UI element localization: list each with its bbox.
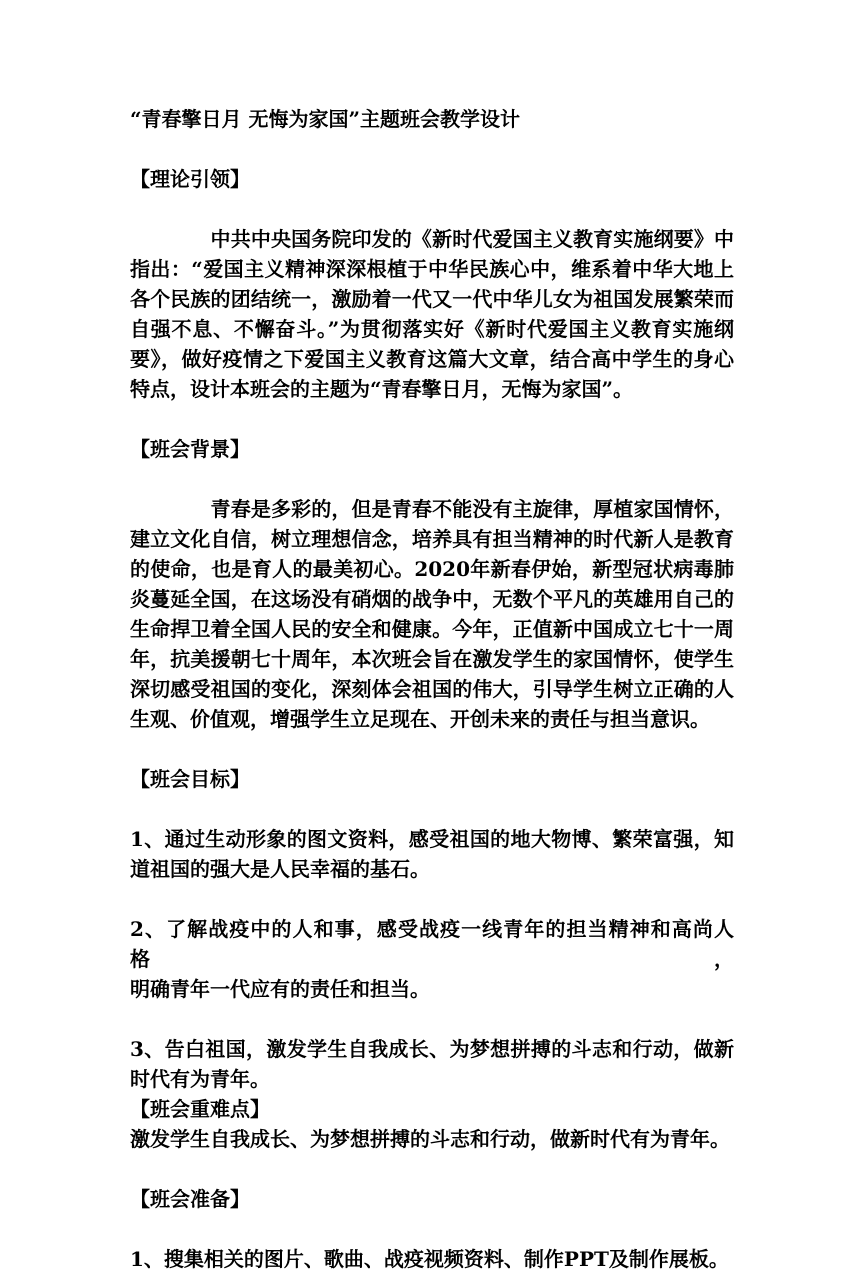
heading-background: 【班会背景】	[130, 437, 250, 461]
preparation-item-1: 1、搜集相关的图片、歌曲、战疫视频资料、制作PPT及制作展板。	[130, 1247, 729, 1271]
goal-line: 1、通过生动形象的图文资料，感受祖国的地大物博、繁荣富强，知	[130, 827, 734, 851]
goal-line: 2、了解战疫中的人和事，感受战疫一线青年的担当精神和高尚人格，	[130, 917, 734, 971]
theory-line: 中共中央国务院印发的《新时代爱国主义教育实施纲要》中	[130, 227, 734, 251]
background-line: 的使命，也是育人的最美初心。2020年新春伊始，新型冠状病毒肺	[130, 557, 734, 581]
goal-line: 3、告白祖国，激发学生自我成长、为梦想拼搏的斗志和行动，做新	[130, 1037, 734, 1061]
background-line: 生命捍卫着全国人民的安全和健康。今年，正值新中国成立七十一周	[130, 617, 734, 641]
theory-line: 自强不息、不懈奋斗。”为贯彻落实好《新时代爱国主义教育实施纲	[130, 317, 734, 341]
heading-keypoints: 【班会重难点】	[130, 1097, 270, 1121]
heading-preparation: 【班会准备】	[130, 1187, 250, 1211]
goal-item-3	[130, 1034, 734, 1094]
background-line: 建立文化自信，树立理想信念，培养具有担当精神的时代新人是教育	[130, 527, 734, 551]
background-paragraph	[130, 494, 734, 734]
background-line: 生观、价值观，增强学生立足现在、开创未来的责任与担当意识。	[130, 707, 710, 731]
keypoints-text: 激发学生自我成长、为梦想拼搏的斗志和行动，做新时代有为青年。	[130, 1127, 730, 1151]
theory-paragraph	[130, 224, 734, 404]
goal-line: 道祖国的强大是人民幸福的基石。	[130, 857, 430, 881]
heading-theory: 【理论引领】	[130, 167, 250, 191]
document-title: “青春擎日月 无悔为家国”主题班会教学设计	[130, 107, 520, 131]
theory-line: 要》，做好疫情之下爱国主义教育这篇大文章，结合高中学生的身心	[130, 347, 734, 371]
goal-item-1	[130, 824, 734, 884]
heading-goals: 【班会目标】	[130, 767, 250, 791]
goal-line: 时代有为青年。	[130, 1067, 270, 1091]
background-line: 深切感受祖国的变化，深刻体会祖国的伟大，引导学生树立正确的人	[130, 677, 734, 701]
theory-line: 指出：“爱国主义精神深深根植于中华民族心中，维系着中华大地上	[130, 257, 734, 281]
background-line: 青春是多彩的，但是青春不能没有主旋律，厚植家国情怀，	[130, 497, 734, 521]
goal-item-2	[130, 914, 734, 1004]
background-line: 年，抗美援朝七十周年，本次班会旨在激发学生的家国情怀，使学生	[130, 647, 734, 671]
background-line: 炎蔓延全国，在这场没有硝烟的战争中，无数个平凡的英雄用自己的	[130, 587, 734, 611]
theory-line: 各个民族的团结统一，激励着一代又一代中华儿女为祖国发展繁荣而	[130, 287, 734, 311]
document-page	[130, 104, 734, 1274]
theory-line: 特点，设计本班会的主题为“青春擎日月，无悔为家国”。	[130, 377, 634, 401]
goal-line: 明确青年一代应有的责任和担当。	[130, 977, 430, 1001]
